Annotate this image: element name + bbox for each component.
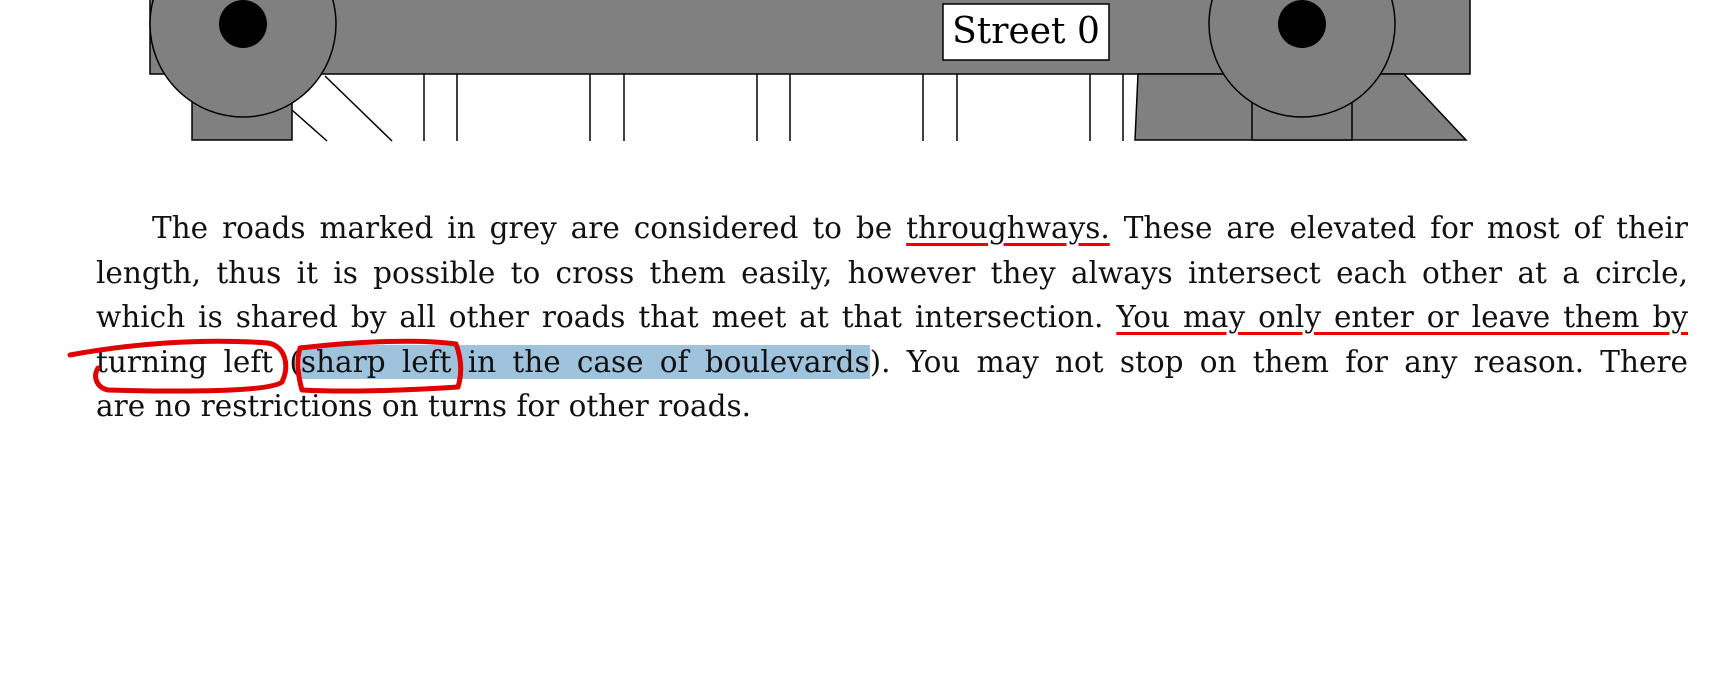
diagonal-road-line — [292, 110, 327, 141]
left-roundabout-center — [219, 0, 267, 48]
text-span: The roads marked in grey are considered to be — [152, 211, 907, 245]
text-span: which is shared by all other roads that meet at that intersection. — [96, 300, 1117, 334]
text-span: are no restrictions on turns for other roads. — [96, 389, 752, 423]
paragraph-line — [96, 206, 1688, 251]
street-lines — [424, 74, 1123, 141]
paragraph-line — [96, 340, 1688, 385]
circled-turning-left: turning left ( — [96, 344, 301, 379]
road-diagram — [0, 0, 1727, 150]
highlighted-selection[interactable]: sharp left in the case of boulevards — [300, 344, 870, 379]
text-span: These are elevated for most of their — [1109, 211, 1689, 245]
paragraph-line — [96, 295, 1688, 340]
text-span: ). You may not stop on them for any reason. There — [869, 344, 1688, 379]
underlined-throughways: throughways. — [906, 211, 1110, 245]
body-paragraph — [96, 206, 1688, 429]
right-roundabout-center — [1278, 0, 1326, 48]
paragraph-line — [96, 251, 1688, 296]
underlined-rule: You may only enter or leave them by — [1116, 300, 1688, 334]
diagonal-road-line — [325, 76, 392, 141]
paragraph-line — [96, 384, 1688, 429]
street-label: Street 0 — [952, 11, 1100, 52]
text-span: length, thus it is possible to cross them easily, however they always intersect each other at a circle, — [96, 255, 1688, 290]
